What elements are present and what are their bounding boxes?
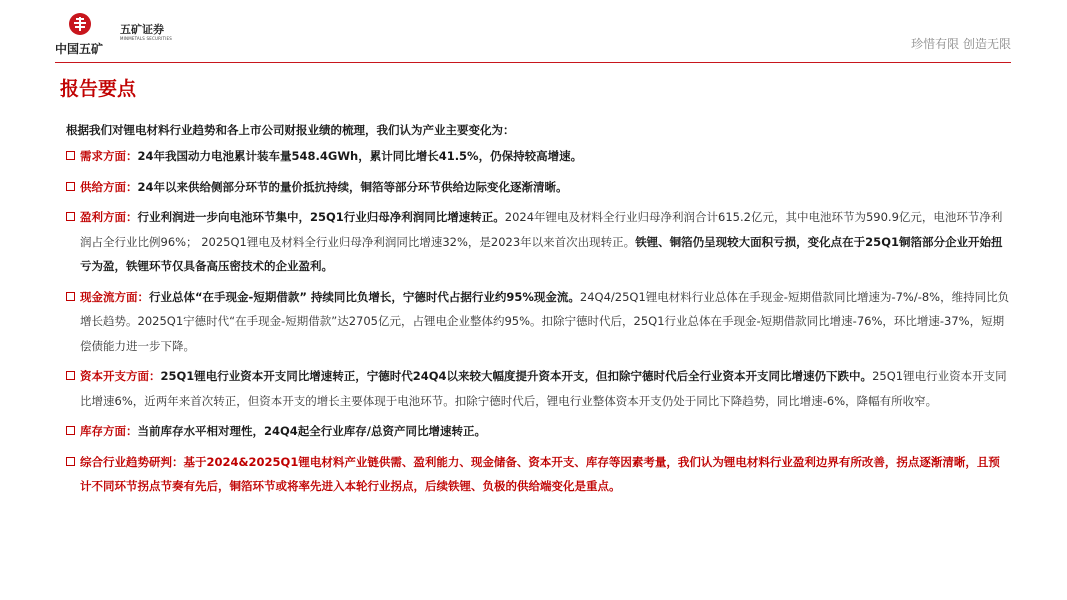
list-item-capex <box>66 364 1011 413</box>
bullet-square-icon <box>66 151 75 160</box>
item-key-point-2: 铁锂、铜箔仍呈现较大面积亏损，变化点在于25Q1铜箔部分企业开始扭亏为盈，铁锂环节仅具备高压密技术的企业盈利。 <box>80 234 1003 273</box>
slogan: 珍惜有限 创造无限 <box>911 37 1011 51</box>
bullet-square-icon <box>66 371 75 380</box>
bullet-square-icon <box>66 182 75 191</box>
item-detail: 2024年锂电及材料全行业归母净利润合计615.2亿元，其中电池环节为590.9亿元，电池环节净利润占全行业比例96%； 2025Q1锂电及材料全行业归母净利润同比增速32%，是2023年以来首次出现转正。 <box>80 210 1003 249</box>
bullet-square-icon <box>66 426 75 435</box>
bullet-square-icon <box>66 212 75 221</box>
item-key-point: 当前库存水平相对理性，24Q4起全行业库存/总资产同比增速转正。 <box>137 424 486 438</box>
item-label: 需求方面： <box>80 149 138 163</box>
item-label: 供给方面： <box>80 179 138 194</box>
brand-name: 五矿证券 <box>120 23 164 36</box>
item-key-point: 24年以来供给侧部分环节的量价抵抗持续，铜箔等部分环节供给边际变化逐渐清晰。 <box>137 179 568 194</box>
intro-text: 根据我们对锂电材料行业趋势和各上市公司财报业绩的梳理，我们认为产业主要变化为： <box>66 123 515 137</box>
bullet-square-icon <box>66 457 75 466</box>
item-key-point: 行业总体“在手现金-短期借款” 持续同比负增长，宁德时代占据行业约95%现金流。 <box>149 289 580 304</box>
list-item-profit <box>66 205 1011 279</box>
page-header <box>0 0 1067 64</box>
page-title: 报告要点 <box>60 78 137 100</box>
item-label: 库存方面： <box>80 424 138 438</box>
item-conclusion-text: 基于2024&2025Q1锂电材料产业链供需、盈利能力、现金储备、资本开支、库存等因素考量，我们认为锂电材料行业盈利边界有所改善，拐点逐渐清晰，且预计不同环节拐点节奏有先后，铜箔环节或将率先进入本轮行业拐点，后续铁锂、负极的供给端变化是重点。 <box>80 454 1000 493</box>
item-key-point: 24年我国动力电池累计装车量548.4GWh，累计同比增长41.5%，仍保持较高增速。 <box>137 149 583 163</box>
item-label: 资本开支方面： <box>80 369 161 383</box>
item-detail: 25Q1锂电行业资本开支同比增速6%，近两年来首次转正，但资本开支的增长主要体现于电池环节。扣除宁德时代后，锂电行业整体资本开支仍处于同比下降趋势，同比增速-6%，降幅有所收窄。 <box>80 369 1007 408</box>
item-label: 现金流方面： <box>80 289 149 304</box>
brand-name-en: MINMETALS SECURITIES <box>120 36 172 41</box>
item-label: 盈利方面： <box>80 210 138 224</box>
item-label: 综合行业趋势研判： <box>80 454 184 469</box>
item-detail: 24Q4/25Q1锂电材料行业总体在手现金-短期借款同比增速为-7%/-8%，维持同比负增长趋势。2025Q1宁德时代“在手现金-短期借款”达2705亿元，占锂电企业整体约95%。扣除宁德时代后，25Q1行业总体在手现金-短期借款同比增速-76%，环比增速-37%，短期偿债能力进一步下降。 <box>80 289 1010 353</box>
logo-text: 中国五矿 <box>55 42 104 56</box>
list-item-cashflow <box>66 285 1011 359</box>
brand-block <box>120 24 172 42</box>
item-key-point: 行业利润进一步向电池环节集中，25Q1行业归母净利润同比增速转正。 <box>137 210 505 224</box>
item-key-point: 25Q1锂电行业资本开支同比增速转正，宁德时代24Q4以来较大幅度提升资本开支，但扣除宁德时代后全行业资本开支同比增速仍下跌中。 <box>160 369 873 383</box>
header-divider <box>55 62 1011 63</box>
list-item-conclusion <box>66 450 1011 499</box>
report-summary <box>66 118 1011 505</box>
list-item-inventory <box>66 419 1011 444</box>
china-minmetals-logo-icon <box>68 12 92 36</box>
list-item-demand <box>66 144 1011 169</box>
list-item-supply <box>66 175 1011 200</box>
bullet-square-icon <box>66 292 75 301</box>
